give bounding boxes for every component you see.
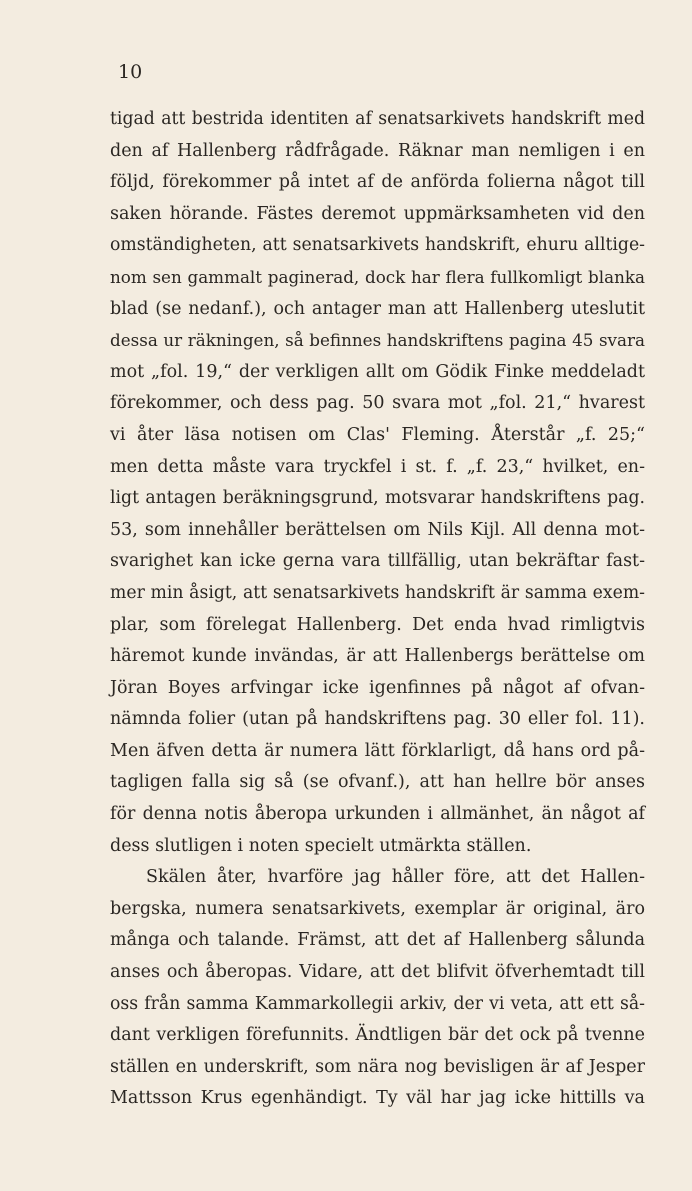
text-line: ställen en underskrift, som nära nog bevisligen är af Jesper [110, 1056, 645, 1077]
text-line: blad (se nedanf.), och antager man att Hallenberg uteslutit [110, 298, 645, 319]
text-line: Jöran Boyes arfvingar icke igenfinnes på något af ofvan- [110, 677, 645, 698]
text-line: oss från samma Kammarkollegii arkiv, der vi veta, att ett så- [110, 993, 645, 1014]
text-line: svarighet kan icke gerna vara tillfällig, utan bekräftar fast- [110, 551, 645, 572]
text-line: för denna notis åberopa urkunden i allmänhet, än något af [110, 804, 645, 825]
text-line: nom sen gammalt paginerad, dock har flera fullkomligt blanka [110, 266, 645, 287]
text-line: förekommer, och dess pag. 50 svara mot „fol. 21,“ hvarest [110, 393, 645, 414]
text-line: följd, förekommer på intet af de anförda folierna något till [110, 172, 645, 193]
page-number: 10 [118, 61, 143, 83]
body-text [110, 104, 645, 1115]
text-line: 53, som innehåller berättelsen om Nils Kijl. All denna mot- [110, 519, 645, 540]
text-line: dess slutligen i noten specielt utmärkta ställen. [110, 835, 532, 856]
text-line: bergska, numera senatsarkivets, exemplar är original, äro [110, 898, 645, 919]
text-line: anses och åberopas. Vidare, att det blifvit öfverhemtadt till [110, 962, 645, 983]
text-line: Mattsson Krus egenhändigt. Ty väl har jag icke hittills va [110, 1088, 645, 1109]
text-line: dant verkligen förefunnits. Ändtligen bär det ock på tvenne [110, 1025, 645, 1046]
text-line: Men äfven detta är numera lätt förklarligt, då hans ord på- [110, 740, 645, 761]
text-line: den af Hallenberg rådfrågade. Räknar man nemligen i en [110, 140, 645, 161]
text-line: tigad att bestrida identiten af senatsarkivets handskrift med [110, 109, 645, 129]
text-line: många och talande. Främst, att det af Hallenberg sålunda [110, 930, 645, 951]
text-line: vi åter läsa notisen om Clas' Fleming. Återstår „f. 25;“ [110, 424, 645, 445]
text-line: men detta måste vara tryckfel i st. f. „f. 23,“ hvilket, en- [110, 456, 645, 477]
text-line: saken hörande. Fästes deremot uppmärksamheten vid den [110, 203, 645, 224]
text-line: plar, som förelegat Hallenberg. Det enda hvad rimligtvis [110, 614, 645, 635]
text-line: dessa ur räkningen, så befinnes handskriftens pagina 45 svara [110, 330, 645, 351]
text-line: ligt antagen beräkningsgrund, motsvarar handskriftens pag. [110, 488, 645, 509]
text-line: omständigheten, att senatsarkivets handskrift, ehuru alltige- [110, 235, 645, 256]
text-line: Skälen åter, hvarföre jag håller före, att det Hallen- [146, 867, 645, 888]
text-line: mot „fol. 19,“ der verkligen allt om Gödik Finke meddeladt [110, 361, 645, 382]
text-line: häremot kunde invändas, är att Hallenbergs berättelse om [110, 646, 645, 667]
text-line: mer min åsigt, att senatsarkivets handskrift är samma exem- [110, 582, 645, 603]
text-line: nämnda folier (utan på handskriftens pag. 30 eller fol. 11). [110, 709, 645, 730]
text-line: tagligen falla sig så (se ofvanf.), att han hellre bör anses [110, 772, 645, 793]
